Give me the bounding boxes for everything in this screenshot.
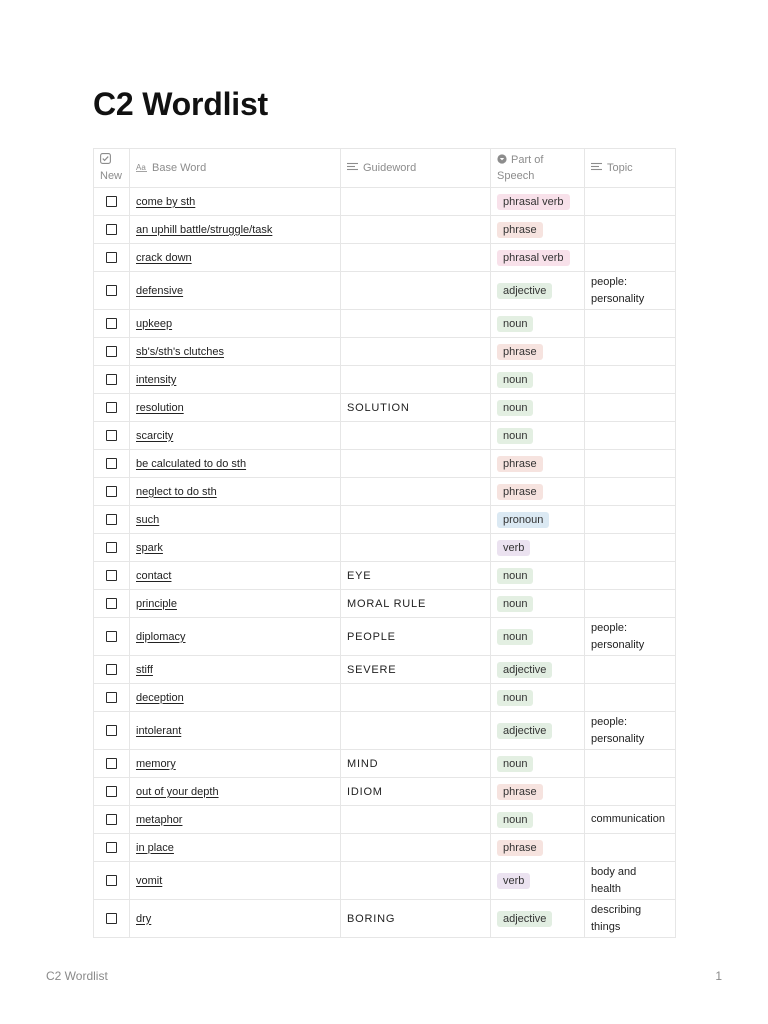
new-cell (94, 534, 130, 562)
topic-cell (585, 778, 676, 806)
new-checkbox[interactable] (106, 402, 117, 413)
base-word-cell (130, 806, 341, 834)
part-of-speech-cell (491, 900, 585, 938)
guideword-cell (341, 684, 491, 712)
topic-text: communication (591, 813, 665, 825)
part-of-speech-cell (491, 778, 585, 806)
table-row (94, 684, 676, 712)
topic-text: people: personality (591, 275, 645, 305)
guideword-cell (341, 862, 491, 900)
part-of-speech-tag: phrasal verb (497, 250, 570, 266)
base-word-link[interactable]: sb's/sth's clutches (136, 345, 224, 358)
new-cell (94, 338, 130, 366)
table-row (94, 188, 676, 216)
column-header-new[interactable] (94, 149, 130, 188)
guideword-cell (341, 244, 491, 272)
new-cell (94, 366, 130, 394)
part-of-speech-cell (491, 216, 585, 244)
new-cell (94, 506, 130, 534)
topic-cell (585, 394, 676, 422)
base-word-cell (130, 506, 341, 534)
guideword-cell (341, 478, 491, 506)
guideword-cell (341, 506, 491, 534)
new-checkbox[interactable] (106, 374, 117, 385)
part-of-speech-cell (491, 656, 585, 684)
topic-cell (585, 656, 676, 684)
guideword-cell (341, 590, 491, 618)
part-of-speech-cell (491, 806, 585, 834)
base-word-cell (130, 900, 341, 938)
part-of-speech-cell (491, 684, 585, 712)
guideword-cell (341, 806, 491, 834)
part-of-speech-tag: adjective (497, 662, 552, 678)
topic-cell (585, 712, 676, 750)
part-of-speech-tag: noun (497, 756, 533, 772)
part-of-speech-tag: adjective (497, 723, 552, 739)
wordlist-table (93, 148, 676, 938)
topic-cell (585, 272, 676, 310)
base-word-link[interactable]: deception (136, 691, 184, 704)
column-header-guideword[interactable] (341, 149, 491, 188)
part-of-speech-tag: noun (497, 690, 533, 706)
guideword-cell (341, 272, 491, 310)
base-word-link[interactable]: diplomacy (136, 630, 186, 643)
base-word-cell (130, 272, 341, 310)
footer-document-title: C2 Wordlist (46, 969, 108, 983)
base-word-cell (130, 656, 341, 684)
column-header-guideword-label: Guideword (363, 162, 417, 174)
base-word-link[interactable]: stiff (136, 663, 153, 676)
new-checkbox[interactable] (106, 570, 117, 581)
topic-cell (585, 188, 676, 216)
part-of-speech-cell (491, 272, 585, 310)
base-word-link[interactable]: dry (136, 912, 152, 925)
new-cell (94, 862, 130, 900)
part-of-speech-tag: noun (497, 568, 533, 584)
guideword-cell (341, 310, 491, 338)
checkbox-icon (100, 153, 111, 164)
part-of-speech-cell (491, 750, 585, 778)
column-header-part-of-speech-label: Part of Speech (497, 154, 544, 182)
new-cell (94, 450, 130, 478)
guideword-text: SEVERE (347, 663, 397, 676)
part-of-speech-cell (491, 862, 585, 900)
guideword-cell (341, 656, 491, 684)
table-row (94, 450, 676, 478)
table-row (94, 310, 676, 338)
part-of-speech-tag: phrase (497, 484, 543, 500)
table-row (94, 862, 676, 900)
base-word-link[interactable]: upkeep (136, 317, 173, 330)
new-checkbox[interactable] (106, 196, 117, 207)
part-of-speech-tag: noun (497, 596, 533, 612)
part-of-speech-tag: adjective (497, 283, 552, 299)
guideword-cell (341, 188, 491, 216)
guideword-text: MIND (347, 757, 379, 770)
part-of-speech-cell (491, 834, 585, 862)
table-row (94, 506, 676, 534)
base-word-cell (130, 590, 341, 618)
svg-text:Aa: Aa (136, 163, 146, 172)
part-of-speech-tag: adjective (497, 911, 552, 927)
guideword-cell (341, 338, 491, 366)
new-cell (94, 188, 130, 216)
base-word-cell (130, 366, 341, 394)
base-word-link[interactable]: come by sth (136, 195, 196, 208)
new-checkbox[interactable] (106, 542, 117, 553)
new-cell (94, 712, 130, 750)
guideword-cell (341, 618, 491, 656)
base-word-cell (130, 394, 341, 422)
part-of-speech-cell (491, 506, 585, 534)
guideword-cell (341, 900, 491, 938)
new-checkbox[interactable] (106, 725, 117, 736)
new-cell (94, 834, 130, 862)
new-checkbox[interactable] (106, 758, 117, 769)
column-header-topic[interactable] (585, 149, 676, 188)
part-of-speech-cell (491, 188, 585, 216)
new-checkbox[interactable] (106, 430, 117, 441)
guideword-cell (341, 750, 491, 778)
part-of-speech-cell (491, 534, 585, 562)
topic-cell (585, 806, 676, 834)
guideword-cell (341, 834, 491, 862)
table-row (94, 478, 676, 506)
base-word-cell (130, 618, 341, 656)
table-row (94, 562, 676, 590)
base-word-link[interactable]: spark (136, 541, 163, 554)
new-checkbox[interactable] (106, 664, 117, 675)
new-checkbox[interactable] (106, 875, 117, 886)
guideword-cell (341, 562, 491, 590)
base-word-link[interactable]: contact (136, 569, 172, 582)
topic-cell (585, 684, 676, 712)
new-cell (94, 590, 130, 618)
base-word-link[interactable]: an uphill battle/struggle/task (136, 223, 273, 236)
topic-text: body and health (591, 865, 637, 895)
page-title: C2 Wordlist (93, 86, 269, 122)
part-of-speech-cell (491, 244, 585, 272)
new-checkbox[interactable] (106, 842, 117, 853)
guideword-cell (341, 534, 491, 562)
base-word-link[interactable]: principle (136, 597, 177, 610)
base-word-cell (130, 216, 341, 244)
part-of-speech-tag: noun (497, 372, 533, 388)
part-of-speech-tag: pronoun (497, 512, 549, 528)
column-header-part-of-speech[interactable] (491, 149, 585, 188)
table-row (94, 618, 676, 656)
base-word-cell (130, 310, 341, 338)
new-cell (94, 244, 130, 272)
new-cell (94, 216, 130, 244)
table-row (94, 244, 676, 272)
base-word-link[interactable]: vomit (136, 874, 163, 887)
new-checkbox[interactable] (106, 514, 117, 525)
base-word-cell (130, 478, 341, 506)
guideword-cell (341, 778, 491, 806)
guideword-cell (341, 366, 491, 394)
part-of-speech-cell (491, 338, 585, 366)
part-of-speech-tag: phrase (497, 344, 543, 360)
table-row (94, 394, 676, 422)
base-word-link[interactable]: scarcity (136, 429, 174, 442)
column-header-topic-label: Topic (607, 162, 633, 174)
topic-cell (585, 422, 676, 450)
new-cell (94, 656, 130, 684)
part-of-speech-tag: phrase (497, 222, 543, 238)
new-checkbox[interactable] (106, 913, 117, 924)
topic-cell (585, 834, 676, 862)
part-of-speech-tag: noun (497, 316, 533, 332)
table-row (94, 806, 676, 834)
new-checkbox[interactable] (106, 486, 117, 497)
topic-cell (585, 590, 676, 618)
base-word-link[interactable]: out of your depth (136, 785, 219, 798)
topic-cell (585, 216, 676, 244)
topic-cell (585, 478, 676, 506)
base-word-cell (130, 562, 341, 590)
base-word-cell (130, 834, 341, 862)
base-word-cell (130, 862, 341, 900)
new-cell (94, 900, 130, 938)
part-of-speech-cell (491, 422, 585, 450)
new-cell (94, 478, 130, 506)
new-cell (94, 618, 130, 656)
lines-icon (591, 162, 603, 172)
base-word-link[interactable]: intolerant (136, 724, 182, 737)
new-cell (94, 684, 130, 712)
base-word-cell (130, 244, 341, 272)
new-cell (94, 778, 130, 806)
guideword-cell (341, 422, 491, 450)
topic-cell (585, 450, 676, 478)
base-word-cell (130, 750, 341, 778)
table-row (94, 590, 676, 618)
part-of-speech-tag: phrase (497, 456, 543, 472)
new-checkbox[interactable] (106, 692, 117, 703)
topic-text: people: personality (591, 715, 645, 745)
new-checkbox[interactable] (106, 224, 117, 235)
new-cell (94, 562, 130, 590)
part-of-speech-cell (491, 590, 585, 618)
part-of-speech-tag: verb (497, 540, 530, 556)
guideword-text: PEOPLE (347, 630, 396, 643)
new-checkbox[interactable] (106, 598, 117, 609)
part-of-speech-cell (491, 366, 585, 394)
new-checkbox[interactable] (106, 346, 117, 357)
guideword-cell (341, 450, 491, 478)
table-row (94, 216, 676, 244)
new-checkbox[interactable] (106, 458, 117, 469)
new-checkbox[interactable] (106, 318, 117, 329)
topic-cell (585, 900, 676, 938)
new-cell (94, 806, 130, 834)
guideword-text: BORING (347, 912, 396, 925)
part-of-speech-tag: noun (497, 400, 533, 416)
guideword-cell (341, 712, 491, 750)
table-row (94, 338, 676, 366)
topic-cell (585, 750, 676, 778)
new-cell (94, 272, 130, 310)
lines-icon (347, 162, 359, 172)
table-row (94, 778, 676, 806)
base-word-link[interactable]: memory (136, 757, 176, 770)
table-row (94, 272, 676, 310)
table-header-row (94, 149, 676, 188)
footer-page-number: 1 (715, 969, 722, 983)
topic-cell (585, 338, 676, 366)
base-word-cell (130, 534, 341, 562)
part-of-speech-tag: noun (497, 812, 533, 828)
base-word-cell (130, 684, 341, 712)
new-checkbox[interactable] (106, 814, 117, 825)
topic-text: describing things (591, 903, 642, 933)
topic-text: people: personality (591, 621, 645, 651)
base-word-cell (130, 712, 341, 750)
base-word-link[interactable]: intensity (136, 373, 177, 386)
base-word-link[interactable]: be calculated to do sth (136, 457, 247, 470)
new-cell (94, 422, 130, 450)
base-word-cell (130, 188, 341, 216)
topic-cell (585, 534, 676, 562)
new-checkbox[interactable] (106, 285, 117, 296)
part-of-speech-cell (491, 618, 585, 656)
new-cell (94, 310, 130, 338)
new-checkbox[interactable] (106, 786, 117, 797)
table-row (94, 534, 676, 562)
topic-cell (585, 618, 676, 656)
topic-cell (585, 244, 676, 272)
base-word-link[interactable]: in place (136, 841, 174, 854)
guideword-cell (341, 216, 491, 244)
part-of-speech-tag: noun (497, 629, 533, 645)
column-header-new-label: New (100, 170, 123, 182)
base-word-link[interactable]: neglect to do sth (136, 485, 217, 498)
table-row (94, 366, 676, 394)
topic-cell (585, 506, 676, 534)
table-row (94, 422, 676, 450)
part-of-speech-tag: verb (497, 873, 530, 889)
column-header-base-word[interactable] (130, 149, 341, 188)
select-dropdown-icon (497, 154, 507, 164)
base-word-link[interactable]: defensive (136, 284, 184, 297)
table-row (94, 834, 676, 862)
part-of-speech-cell (491, 450, 585, 478)
part-of-speech-cell (491, 478, 585, 506)
topic-cell (585, 862, 676, 900)
table-row (94, 656, 676, 684)
table-body (94, 188, 676, 938)
guideword-cell (341, 394, 491, 422)
column-header-base-word-label: Base Word (152, 162, 207, 174)
part-of-speech-cell (491, 562, 585, 590)
table-row (94, 712, 676, 750)
part-of-speech-cell (491, 712, 585, 750)
guideword-text: SOLUTION (347, 401, 410, 414)
part-of-speech-tag: phrase (497, 784, 543, 800)
base-word-cell (130, 338, 341, 366)
base-word-cell (130, 778, 341, 806)
part-of-speech-tag: phrasal verb (497, 194, 570, 210)
base-word-cell (130, 450, 341, 478)
base-word-link[interactable]: metaphor (136, 813, 183, 826)
table-row (94, 750, 676, 778)
guideword-text: EYE (347, 569, 372, 582)
table-row (94, 900, 676, 938)
part-of-speech-cell (491, 394, 585, 422)
base-word-link[interactable]: such (136, 513, 160, 526)
base-word-link[interactable]: crack down (136, 251, 192, 264)
new-cell (94, 394, 130, 422)
text-aa-icon (136, 162, 148, 172)
base-word-link[interactable]: resolution (136, 401, 184, 414)
topic-cell (585, 310, 676, 338)
new-checkbox[interactable] (106, 631, 117, 642)
new-checkbox[interactable] (106, 252, 117, 263)
part-of-speech-tag: phrase (497, 840, 543, 856)
guideword-text: IDIOM (347, 785, 383, 798)
base-word-cell (130, 422, 341, 450)
topic-cell (585, 562, 676, 590)
part-of-speech-cell (491, 310, 585, 338)
part-of-speech-tag: noun (497, 428, 533, 444)
guideword-text: MORAL RULE (347, 597, 427, 610)
topic-cell (585, 366, 676, 394)
new-cell (94, 750, 130, 778)
